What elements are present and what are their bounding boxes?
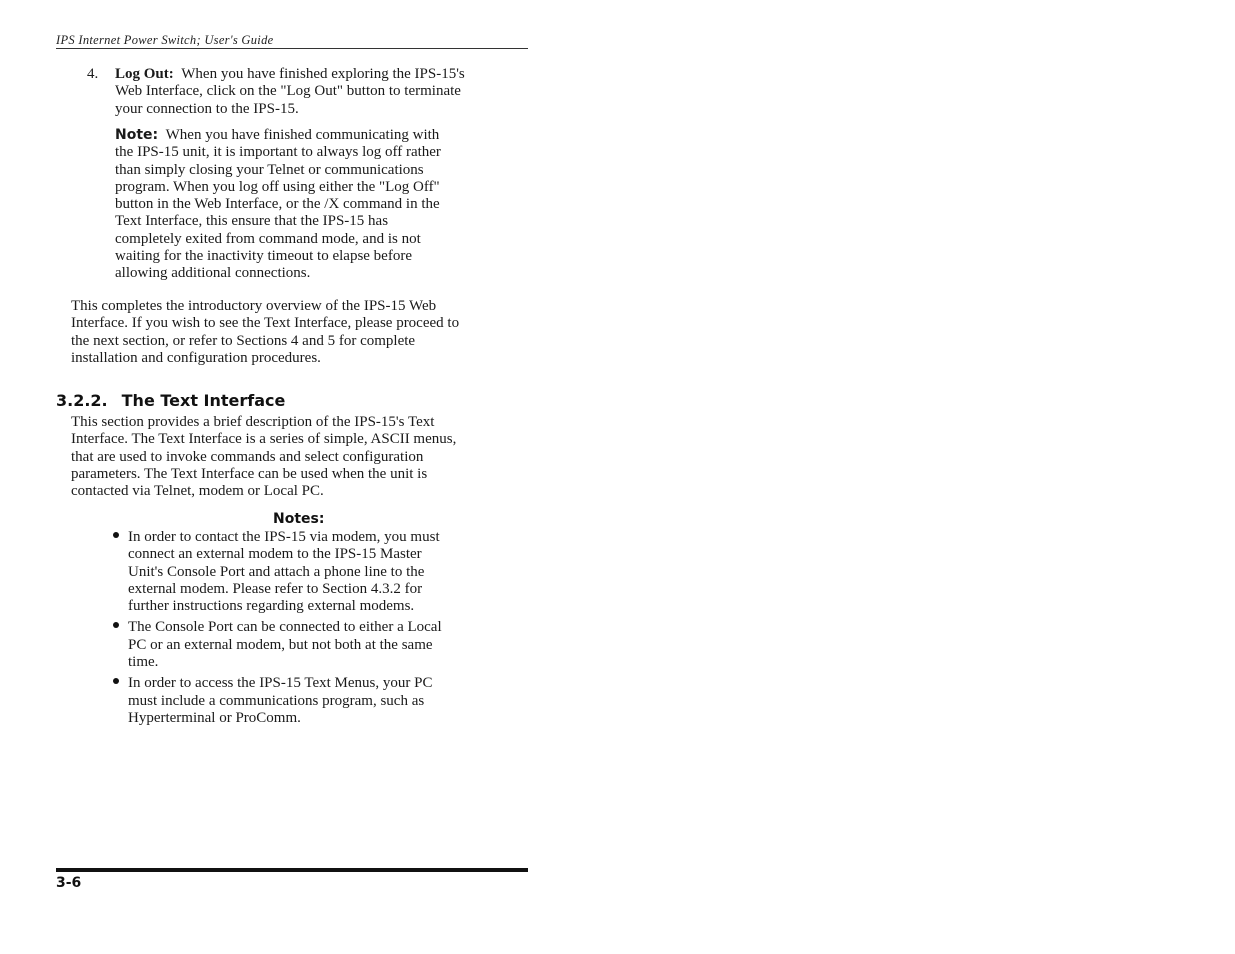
bullet-2-line-2: PC or an external modem, but not both at the same (128, 636, 433, 653)
paragraph-2-line-2: Interface. The Text Interface is a series of simple, ASCII menus, (71, 431, 457, 448)
step-4-text (115, 66, 515, 118)
note-line-1-text: When you have finished communicating with (165, 127, 440, 143)
running-header: IPS Internet Power Switch; User's Guide (56, 33, 274, 47)
notes-list (113, 529, 493, 731)
paragraph-1-line-4: installation and configuration procedures. (71, 349, 321, 366)
bullet-icon (113, 678, 119, 684)
bullet-1-line-3: Unit's Console Port and attach a phone line to the (128, 563, 425, 580)
bullet-1-line-4: external modem. Please refer to Section 4.3.2 for (128, 580, 423, 597)
log-off-note (115, 127, 495, 283)
bullet-1-line-5: further instructions regarding external modems. (128, 598, 415, 615)
note-line-6: Text Interface, this ensure that the IPS-15 has (115, 213, 389, 230)
paragraph-1-line-3: the next section, or refer to Sections 4 and 5 for complete (71, 332, 416, 349)
step-4-line-1 (115, 66, 515, 83)
list-item (113, 529, 493, 615)
bullet-2-line-1: The Console Port can be connected to either a Local (128, 619, 442, 636)
note-line-1 (115, 127, 495, 144)
note-line-8: waiting for the inactivity timeout to elapse before (115, 248, 412, 265)
list-item (113, 619, 493, 671)
section-number: 3.2.2. (56, 391, 108, 410)
step-4-line-3: your connection to the IPS-15. (115, 100, 299, 117)
list-item (113, 675, 493, 727)
notes-heading: Notes: (273, 511, 325, 527)
bullet-3-line-2: must include a communications program, such as (128, 692, 425, 709)
step-4-line-2: Web Interface, click on the "Log Out" button to terminate (115, 83, 461, 100)
text-interface-intro-paragraph (71, 414, 521, 500)
section-title: The Text Interface (121, 391, 286, 410)
step-4-line-1-text: When you have finished exploring the IPS-15's (181, 66, 465, 82)
paragraph-2-line-1: This section provides a brief description of the IPS-15's Text (71, 414, 435, 430)
note-line-7: completely exited from command mode, and is not (115, 230, 421, 247)
step-4-lead: Log Out: (115, 66, 174, 82)
footer-rule (56, 868, 528, 872)
step-number: 4. (87, 66, 99, 82)
bullet-1-line-2: connect an external modem to the IPS-15 Master (128, 546, 422, 563)
note-line-9: allowing additional connections. (115, 265, 311, 282)
bullet-icon (113, 622, 119, 628)
paragraph-2-line-5: contacted via Telnet, modem or Local PC. (71, 483, 324, 500)
bullet-3-line-3: Hyperterminal or ProComm. (128, 709, 301, 726)
header-rule (56, 48, 528, 49)
note-line-3: than simply closing your Telnet or communications (115, 161, 424, 178)
paragraph-1-line-1: This completes the introductory overview of the IPS-15 Web (71, 298, 437, 314)
paragraph-1-line-2: Interface. If you wish to see the Text Interface, please proceed to (71, 315, 460, 332)
bullet-icon (113, 532, 119, 538)
page-number: 3-6 (56, 875, 82, 891)
bullet-1-line-1: In order to contact the IPS-15 via modem, you must (128, 529, 440, 545)
note-label: Note: (115, 127, 159, 143)
note-line-2: the IPS-15 unit, it is important to always log off rather (115, 144, 441, 161)
paragraph-2-line-4: parameters. The Text Interface can be used when the unit is (71, 465, 428, 482)
bullet-2-line-3: time. (128, 654, 159, 671)
overview-conclusion-paragraph (71, 298, 521, 367)
section-heading (56, 391, 285, 410)
note-line-4: program. When you log off using either the "Log Off" (115, 178, 440, 195)
bullet-3-line-1: In order to access the IPS-15 Text Menus, your PC (128, 675, 433, 692)
paragraph-2-line-3: that are used to invoke commands and select configuration (71, 448, 424, 465)
note-line-5: button in the Web Interface, or the /X command in the (115, 196, 440, 213)
